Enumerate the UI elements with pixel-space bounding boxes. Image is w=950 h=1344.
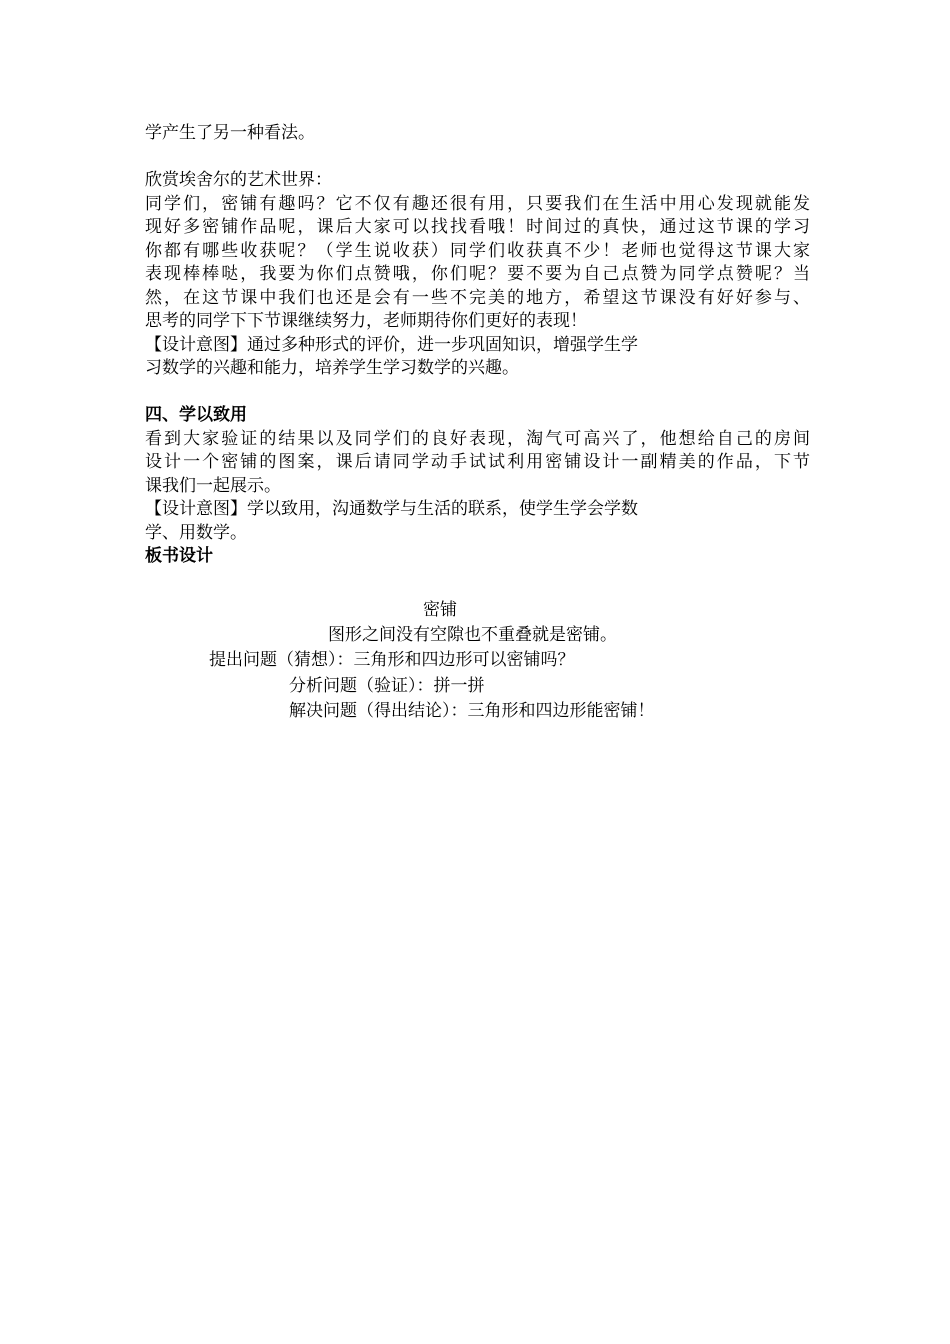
design-intent-line: 学、用数学。	[145, 522, 247, 543]
appreciation-paragraph-line: 同学们，密铺有趣吗？它不仅有趣还很有用，只要我们在生活中用心发现就能发	[145, 193, 810, 214]
design-intent-line: 习数学的兴趣和能力，培养学生学习数学的兴趣。	[145, 358, 519, 378]
document-page	[145, 122, 810, 721]
board-analysis: 分析问题（验证）：拼一拼	[289, 676, 485, 696]
appreciation-paragraph-line: 表现棒棒哒，我要为你们点赞哦，你们呢？要不要为自己点赞为同学点赞呢？当	[145, 264, 810, 284]
board-title: 密铺	[423, 600, 457, 620]
design-intent-line: 【设计意图】学以致用，沟通数学与生活的联系，使学生学会学数	[145, 499, 638, 519]
board-definition: 图形之间没有空隙也不重叠就是密铺。	[328, 625, 617, 645]
intro-line: 学产生了另一种看法。	[145, 123, 315, 143]
spacer	[145, 146, 810, 170]
section-paragraph-line: 课我们一起展示。	[145, 475, 281, 496]
design-intent-line: 【设计意图】通过多种形式的评价，进一步巩固知识，增强学生学	[145, 334, 638, 355]
appreciation-paragraph-line: 你都有哪些收获呢？（学生说收获）同学们收获真不少！老师也觉得这节课大家	[145, 240, 810, 261]
board-solution: 解决问题（得出结论）：三角形和四边形能密铺！	[289, 701, 655, 721]
section-paragraph-line: 设计一个密铺的图案，课后请同学动手试试利用密铺设计一副精美的作品，下节	[145, 452, 810, 472]
appreciation-heading: 欣赏埃舍尔的艺术世界：	[145, 170, 332, 190]
section-heading: 四、学以致用	[145, 405, 247, 425]
appreciation-paragraph-line: 然，在这节课中我们也还是会有一些不完美的地方，希望这节课没有好好参与、	[145, 287, 810, 308]
spacer	[145, 381, 810, 405]
section-paragraph-line: 看到大家验证的结果以及同学们的良好表现，淘气可高兴了，他想给自己的房间	[145, 428, 810, 449]
board-question: 提出问题（猜想）：三角形和四边形可以密铺吗？	[209, 650, 575, 670]
appreciation-paragraph-line: 思考的同学下下节课继续努力，老师期待你们更好的表现！	[145, 311, 587, 331]
appreciation-paragraph-line: 现好多密铺作品呢，课后大家可以找找看哦！时间过的真快，通过这节课的学习	[145, 217, 810, 237]
board-heading: 板书设计	[145, 546, 213, 566]
